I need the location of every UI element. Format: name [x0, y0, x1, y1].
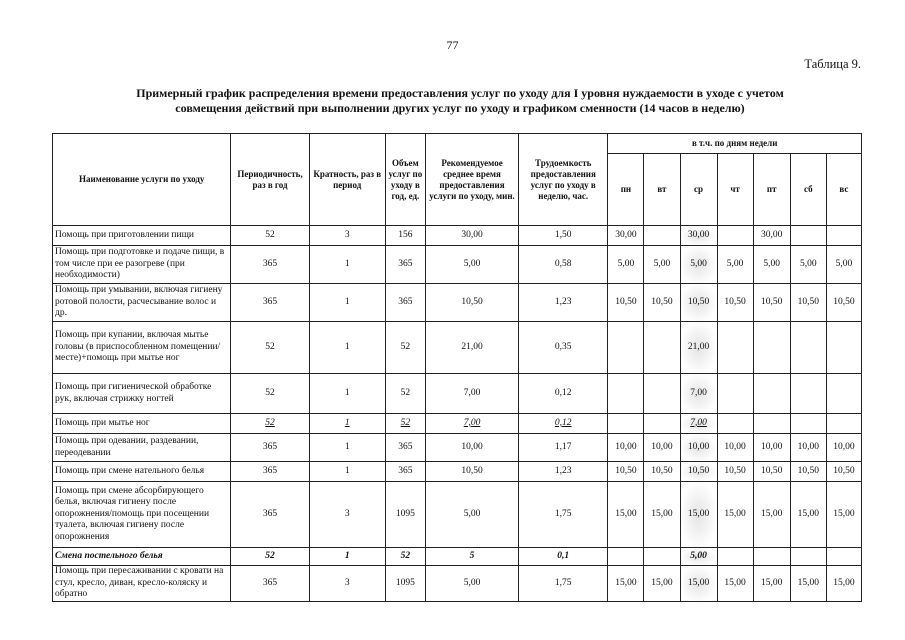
row-service-name: Помощь при умывании, включая гигиену ротовой полости, расчесывание волос и др. [53, 284, 231, 322]
row-periodicity: 52 [231, 322, 309, 374]
row-time: 5,00 [425, 246, 518, 284]
header-day: пт [753, 154, 790, 226]
row-day-value: 15,00 [717, 566, 753, 602]
row-day-value: 10,00 [790, 434, 826, 462]
row-day-value [790, 548, 826, 566]
row-day-value [790, 414, 826, 434]
row-labor: 0,35 [519, 322, 608, 374]
row-service-name: Помощь при смене нательного белья [53, 462, 231, 482]
table-row [53, 482, 862, 548]
row-labor: 1,50 [519, 226, 608, 246]
row-day-value: 5,00 [826, 246, 861, 284]
row-volume: 52 [385, 322, 425, 374]
row-day-value: 5,00 [608, 246, 644, 284]
table-row [53, 414, 862, 434]
row-day-value: 5,00 [790, 246, 826, 284]
row-volume: 365 [385, 462, 425, 482]
row-day-value [717, 548, 753, 566]
row-multiplicity: 3 [309, 566, 385, 602]
row-day-value [608, 374, 644, 414]
row-volume: 156 [385, 226, 425, 246]
row-periodicity: 365 [231, 434, 309, 462]
row-multiplicity: 1 [309, 374, 385, 414]
row-day-value: 10,50 [753, 284, 790, 322]
row-service-name: Помощь при мытье ног [53, 414, 231, 434]
row-service-name: Помощь при подготовке и подаче пищи, в том числе при ее разогреве (при необходимости) [53, 246, 231, 284]
row-day-value: 10,50 [644, 284, 680, 322]
header-day: вт [644, 154, 680, 226]
row-day-value [753, 322, 790, 374]
header-day: ср [680, 154, 717, 226]
row-time: 5,00 [425, 566, 518, 602]
row-service-name: Помощь при одевании, раздевании, переодевании [53, 434, 231, 462]
row-day-value [717, 226, 753, 246]
title-line-1: Примерный график распределения времени предоставления услуг по уходу для I уровня нуждаемости в уходе с учетом [136, 86, 784, 100]
row-periodicity: 365 [231, 482, 309, 548]
header-day: чт [717, 154, 753, 226]
row-day-value: 10,00 [717, 434, 753, 462]
row-volume: 365 [385, 434, 425, 462]
row-day-value [826, 548, 861, 566]
row-day-value: 30,00 [680, 226, 717, 246]
row-day-value: 10,50 [608, 284, 644, 322]
row-day-value: 10,00 [608, 434, 644, 462]
row-day-value [717, 322, 753, 374]
row-day-value: 10,50 [826, 284, 861, 322]
row-day-value: 15,00 [608, 482, 644, 548]
row-day-value [753, 414, 790, 434]
header-day: вс [826, 154, 861, 226]
row-day-value: 15,00 [790, 482, 826, 548]
row-periodicity: 52 [231, 414, 309, 434]
row-day-value [717, 374, 753, 414]
row-time: 10,00 [425, 434, 518, 462]
row-day-value: 15,00 [753, 566, 790, 602]
row-periodicity: 52 [231, 226, 309, 246]
schedule-table [52, 133, 862, 602]
row-day-value: 30,00 [753, 226, 790, 246]
row-day-value: 10,50 [826, 462, 861, 482]
row-time: 5 [425, 548, 518, 566]
table-row [53, 226, 862, 246]
row-day-value: 7,00 [680, 414, 717, 434]
header-periodicity: Периодичность, раз в год [231, 134, 309, 226]
row-service-name: Помощь при купании, включая мытье головы (в приспособленном помещении/месте)+помощь при мытье ног [53, 322, 231, 374]
row-volume: 365 [385, 284, 425, 322]
row-multiplicity: 1 [309, 284, 385, 322]
row-volume: 52 [385, 414, 425, 434]
header-recommended-time: Рекомендуемое среднее время предоставления услуги по уходу, мин. [425, 134, 518, 226]
row-labor: 0,1 [519, 548, 608, 566]
row-day-value: 5,00 [680, 548, 717, 566]
title-line-2: совмещения действий при выполнении других услуг по уходу и графиком сменности (14 часов в неделю) [175, 101, 745, 115]
row-day-value: 15,00 [644, 482, 680, 548]
header-days-group: в т.ч. по дням недели [608, 134, 862, 154]
row-day-value: 10,50 [717, 284, 753, 322]
row-day-value: 10,50 [680, 284, 717, 322]
row-day-value: 15,00 [826, 482, 861, 548]
page-number: 77 [446, 38, 459, 52]
row-day-value: 15,00 [717, 482, 753, 548]
row-day-value: 10,00 [753, 434, 790, 462]
header-multiplicity: Кратность, раз в период [309, 134, 385, 226]
row-day-value: 5,00 [680, 246, 717, 284]
row-day-value [644, 548, 680, 566]
row-multiplicity: 1 [309, 462, 385, 482]
row-multiplicity: 3 [309, 482, 385, 548]
row-day-value [644, 226, 680, 246]
row-labor: 0,12 [519, 414, 608, 434]
row-labor: 1,17 [519, 434, 608, 462]
row-day-value [826, 374, 861, 414]
row-labor: 0,12 [519, 374, 608, 414]
row-day-value: 10,00 [826, 434, 861, 462]
row-day-value [826, 414, 861, 434]
row-multiplicity: 1 [309, 246, 385, 284]
table-row [53, 548, 862, 566]
row-volume: 52 [385, 374, 425, 414]
row-day-value: 10,50 [680, 462, 717, 482]
row-day-value: 10,00 [680, 434, 717, 462]
row-day-value [644, 374, 680, 414]
row-volume: 52 [385, 548, 425, 566]
row-volume: 1095 [385, 566, 425, 602]
table-label: Таблица 9. [804, 57, 861, 71]
row-day-value [753, 374, 790, 414]
row-day-value: 5,00 [644, 246, 680, 284]
row-day-value: 30,00 [608, 226, 644, 246]
row-day-value [790, 374, 826, 414]
row-time: 30,00 [425, 226, 518, 246]
row-day-value [608, 322, 644, 374]
row-volume: 1095 [385, 482, 425, 548]
row-labor: 1,23 [519, 284, 608, 322]
row-day-value [644, 322, 680, 374]
row-time: 7,00 [425, 374, 518, 414]
row-time: 10,50 [425, 462, 518, 482]
table-row [53, 462, 862, 482]
table-row [53, 374, 862, 414]
row-time: 21,00 [425, 322, 518, 374]
row-day-value: 10,00 [644, 434, 680, 462]
row-day-value: 15,00 [680, 566, 717, 602]
row-multiplicity: 1 [309, 414, 385, 434]
header-labor: Трудоемкость предоставления услуг по уходу в неделю, час. [519, 134, 608, 226]
row-multiplicity: 1 [309, 322, 385, 374]
row-day-value [826, 226, 861, 246]
header-day: пн [608, 154, 644, 226]
row-day-value: 10,50 [717, 462, 753, 482]
header-name: Наименование услуги по уходу [53, 134, 231, 226]
row-day-value [608, 414, 644, 434]
row-day-value: 15,00 [644, 566, 680, 602]
row-periodicity: 365 [231, 246, 309, 284]
row-multiplicity: 1 [309, 434, 385, 462]
table-row [53, 566, 862, 602]
row-day-value: 7,00 [680, 374, 717, 414]
row-day-value [826, 322, 861, 374]
row-day-value [790, 322, 826, 374]
row-periodicity: 365 [231, 462, 309, 482]
row-day-value [644, 414, 680, 434]
table-row [53, 434, 862, 462]
row-day-value [717, 414, 753, 434]
row-day-value: 15,00 [680, 482, 717, 548]
row-day-value: 10,50 [790, 462, 826, 482]
row-day-value: 15,00 [790, 566, 826, 602]
table-row [53, 322, 862, 374]
row-time: 5,00 [425, 482, 518, 548]
row-service-name: Помощь при приготовлении пищи [53, 226, 231, 246]
header-day: сб [790, 154, 826, 226]
row-periodicity: 52 [231, 548, 309, 566]
table-row [53, 284, 862, 322]
row-labor: 1,75 [519, 482, 608, 548]
row-volume: 365 [385, 246, 425, 284]
row-time: 10,50 [425, 284, 518, 322]
row-periodicity: 52 [231, 374, 309, 414]
row-service-name: Помощь при смене абсорбирующего белья, включая гигиену после опорожнения/помощь при посещении туалета, включая гигиену после опорожнения [53, 482, 231, 548]
row-service-name: Помощь при пересаживании с кровати на стул, кресло, диван, кресло-коляску и обратно [53, 566, 231, 602]
table-row [53, 246, 862, 284]
row-multiplicity: 1 [309, 548, 385, 566]
row-service-name: Смена постельного белья [53, 548, 231, 566]
row-day-value: 5,00 [717, 246, 753, 284]
row-day-value [753, 548, 790, 566]
row-day-value: 10,50 [790, 284, 826, 322]
row-service-name: Помощь при гигиенической обработке рук, включая стрижку ногтей [53, 374, 231, 414]
row-day-value: 10,50 [608, 462, 644, 482]
header-volume: Объем услуг по уходу в год, ед. [385, 134, 425, 226]
row-labor: 1,75 [519, 566, 608, 602]
row-labor: 0,58 [519, 246, 608, 284]
row-multiplicity: 3 [309, 226, 385, 246]
row-periodicity: 365 [231, 284, 309, 322]
row-day-value: 10,50 [753, 462, 790, 482]
row-day-value: 15,00 [753, 482, 790, 548]
row-day-value: 15,00 [608, 566, 644, 602]
row-day-value: 5,00 [753, 246, 790, 284]
row-day-value [608, 548, 644, 566]
row-labor: 1,23 [519, 462, 608, 482]
row-day-value: 10,50 [644, 462, 680, 482]
row-time: 7,00 [425, 414, 518, 434]
row-day-value [790, 226, 826, 246]
row-day-value: 21,00 [680, 322, 717, 374]
row-periodicity: 365 [231, 566, 309, 602]
row-day-value: 15,00 [826, 566, 861, 602]
document-title [80, 86, 840, 116]
